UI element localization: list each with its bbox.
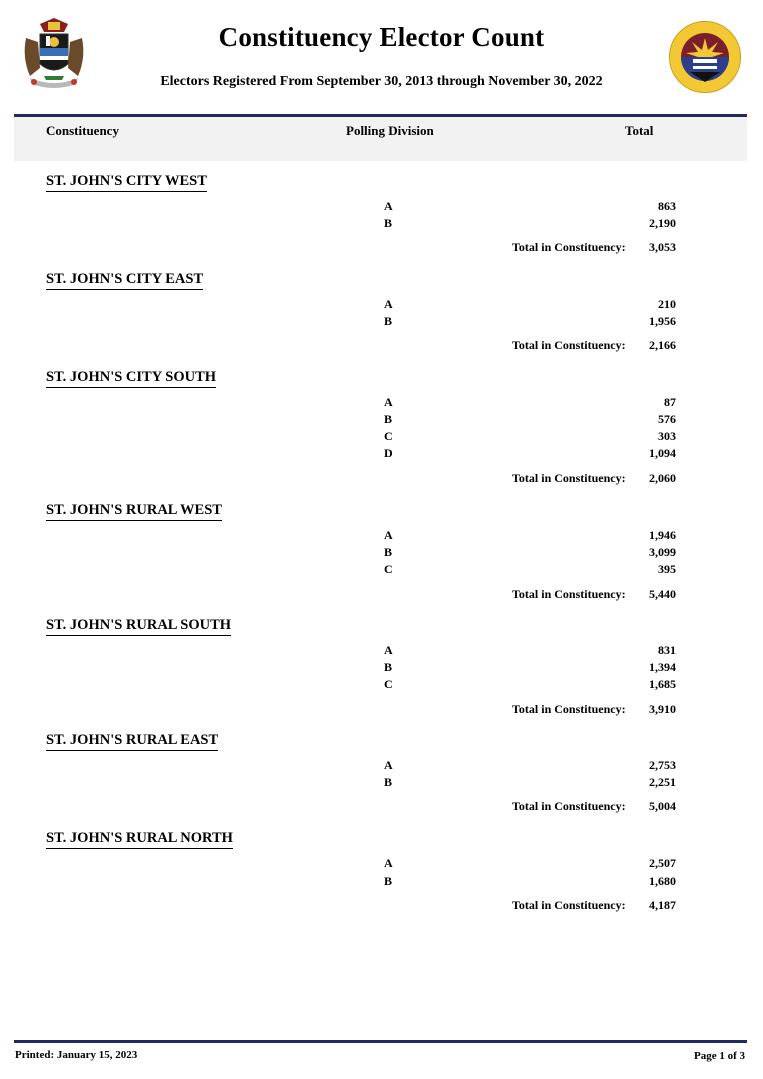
division-total: 2,251 [649, 775, 676, 789]
polling-division: B [384, 775, 393, 789]
document-subtitle: Electors Registered From September 30, 2013 through November 30, 2022 [160, 74, 603, 89]
constituency-name: ST. JOHN'S CITY SOUTH [46, 369, 216, 388]
constituency-name: ST. JOHN'S RURAL WEST [46, 502, 222, 521]
table-row [0, 758, 763, 775]
constituency-total-value: 5,004 [649, 799, 676, 813]
division-total: 1,680 [649, 874, 676, 888]
printed-date: Printed: January 15, 2023 [15, 1049, 138, 1061]
polling-division: A [384, 528, 393, 542]
table-row [0, 395, 763, 412]
constituency-total-value: 2,166 [649, 338, 676, 352]
polling-division: A [384, 758, 393, 772]
table-row [0, 446, 763, 463]
table-row [0, 874, 763, 891]
constituency-name: ST. JOHN'S RURAL NORTH [46, 830, 233, 849]
polling-division: B [384, 314, 393, 328]
table-row [0, 643, 763, 660]
constituency-total-value: 3,910 [649, 702, 676, 716]
division-total: 1,094 [649, 446, 676, 460]
table-row [0, 528, 763, 545]
polling-division: B [384, 874, 393, 888]
division-total: 1,394 [649, 660, 676, 674]
division-total: 87 [664, 395, 676, 409]
division-total: 1,946 [649, 528, 676, 542]
division-total: 863 [658, 199, 676, 213]
footer-divider [14, 1040, 747, 1043]
table-row [0, 775, 763, 792]
division-total: 3,099 [649, 545, 676, 559]
division-total: 303 [658, 429, 676, 443]
constituency-total-label: Total in Constituency: [512, 898, 626, 912]
division-total: 1,956 [649, 314, 676, 328]
table-row [0, 856, 763, 873]
polling-division: A [384, 856, 393, 870]
polling-division: B [384, 216, 393, 230]
division-total: 395 [658, 562, 676, 576]
constituency-total-value: 3,053 [649, 240, 676, 254]
table-row [0, 677, 763, 694]
polling-division: A [384, 199, 393, 213]
table-row [0, 297, 763, 314]
constituency-total-label: Total in Constituency: [512, 471, 626, 485]
constituency-total-label: Total in Constituency: [512, 338, 626, 352]
polling-division: B [384, 545, 393, 559]
division-total: 210 [658, 297, 676, 311]
division-total: 2,507 [649, 856, 676, 870]
constituency-total-value: 4,187 [649, 898, 676, 912]
constituency-total-value: 2,060 [649, 471, 676, 485]
division-total: 1,685 [649, 677, 676, 691]
page-number: Page 1 of 3 [693, 1050, 745, 1062]
division-total: 831 [658, 643, 676, 657]
polling-division: C [384, 677, 393, 691]
table-row [0, 412, 763, 429]
division-total: 2,190 [649, 216, 676, 230]
polling-division: D [384, 446, 393, 460]
constituency-name: ST. JOHN'S RURAL EAST [46, 732, 218, 751]
table-row [0, 216, 763, 233]
polling-division: C [384, 562, 393, 576]
constituency-total-label: Total in Constituency: [512, 240, 626, 254]
constituency-total-label: Total in Constituency: [512, 587, 626, 601]
polling-division: B [384, 412, 393, 426]
polling-division: B [384, 660, 393, 674]
column-header-constituency: Constituency [46, 123, 119, 138]
constituency-name: ST. JOHN'S CITY WEST [46, 173, 207, 192]
constituency-total-value: 5,440 [649, 587, 676, 601]
polling-division: C [384, 429, 393, 443]
constituency-total-label: Total in Constituency: [512, 702, 626, 716]
constituency-total-label: Total in Constituency: [512, 799, 626, 813]
division-total: 576 [658, 412, 676, 426]
table-row [0, 314, 763, 331]
polling-division: A [384, 395, 393, 409]
table-row [0, 199, 763, 216]
polling-division: A [384, 643, 393, 657]
division-total: 2,753 [649, 758, 676, 772]
constituency-name: ST. JOHN'S RURAL SOUTH [46, 617, 231, 636]
table-row [0, 660, 763, 677]
table-row [0, 562, 763, 579]
table-row [0, 545, 763, 562]
polling-division: A [384, 297, 393, 311]
document-title: Constituency Elector Count [218, 22, 545, 52]
table-row [0, 429, 763, 446]
constituency-name: ST. JOHN'S CITY EAST [46, 271, 203, 290]
column-header-polling-division: Polling Division [346, 123, 434, 138]
column-header-total: Total [625, 123, 654, 138]
